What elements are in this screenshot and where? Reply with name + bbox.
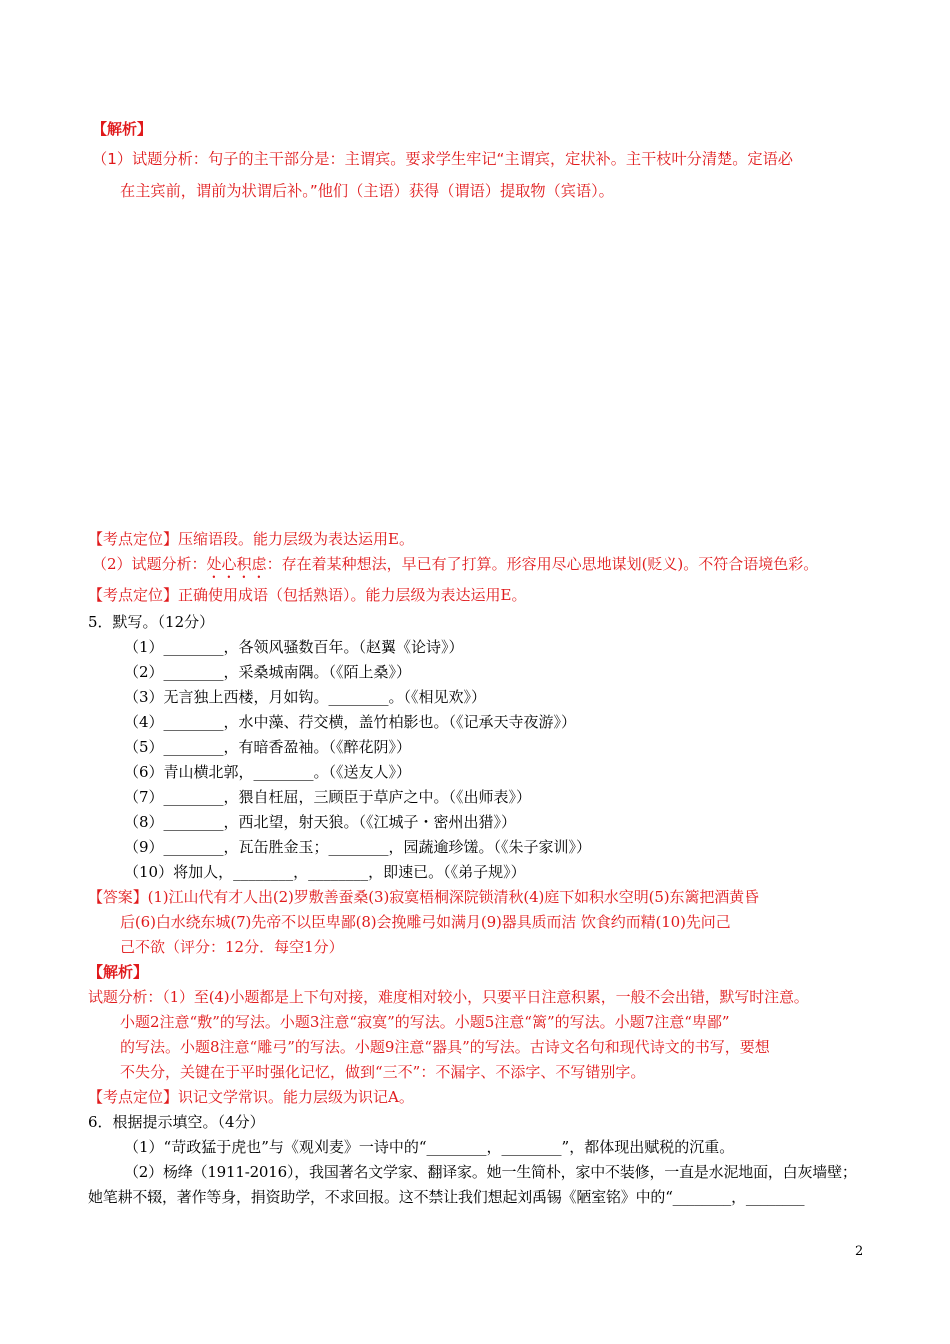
analysis-line: 不失分，关键在于平时强化记忆，做到“三不”：不漏字、不添字、不写错别字。 [120, 1063, 646, 1081]
analysis-line [92, 553, 818, 582]
question-item: （9）________，瓦缶胜金玉；________，园蔬逾珍馐。（《朱子家训》） [124, 838, 592, 856]
question-item: （5）________，有暗香盈袖。（《醉花阴》） [124, 738, 412, 756]
question-item: （7）________，猥自枉屈，三顾臣于草庐之中。（《出师表》） [124, 788, 532, 806]
question-item: （1）________，各领风骚数百年。（赵翼《论诗》） [124, 638, 464, 656]
analysis-prefix: （2）试题分析： [92, 555, 207, 573]
kaodian-note: 【考点定位】正确使用成语（包括熟语）。能力层级为表达运用E。 [88, 586, 527, 604]
analysis-heading: 【解析】 [88, 963, 149, 981]
page-number: 2 [855, 1244, 864, 1259]
analysis-heading: 【解析】 [92, 120, 153, 138]
analysis-line: 在主宾前，谓前为状谓后补。”他们（主语）获得（谓语）提取物（宾语）。 [120, 182, 614, 200]
question-item: 她笔耕不辍，著作等身，捐资助学，不求回报。这不禁让我们想起刘禹锡《陋室铭》中的“________，________ [88, 1188, 805, 1206]
question-title: 6．根据提示填空。（4分） [88, 1113, 265, 1131]
question-item: （3）无言独上西楼，月如钩。________。（《相见欢》） [124, 688, 487, 706]
analysis-line: （1）试题分析：句子的主干部分是：主谓宾。要求学生牢记“主谓宾，定状补。主干枝叶分清楚。定语必 [92, 150, 793, 168]
answer-line: 后(6)白水绕东城(7)先帝不以臣卑鄙(8)会挽雕弓如满月(9)器具质而洁 饮食约而精(10)先问己 [120, 913, 731, 931]
kaodian-note: 【考点定位】识记文学常识。能力层级为识记A。 [88, 1088, 414, 1106]
analysis-line: 的写法。小题8注意“雕弓”的写法。小题9注意“器具”的写法。古诗文名句和现代诗文的书写，要想 [120, 1038, 770, 1056]
question-item: （1）“苛政猛于虎也”与《观刈麦》一诗中的“________，________”，都体现出赋税的沉重。 [124, 1138, 735, 1156]
question-item: （4）________，水中藻、荇交横，盖竹柏影也。（《记承天寺夜游》） [124, 713, 577, 731]
question-item: （10）将加人，________，________，即速已。（《弟子规》） [124, 863, 526, 881]
question-item: （6）青山横北郭，________。（《送友人》） [124, 763, 412, 781]
idiom-term: 处心积虑 [206, 555, 267, 573]
question-title: 5．默写。（12分） [88, 613, 215, 631]
analysis-rest: ：存在着某种想法，早已有了打算。形容用尽心思地谋划(贬义)。不符合语境色彩。 [266, 555, 819, 573]
answer-line: 己不欲（评分：12分．每空1分） [120, 938, 344, 956]
analysis-line: 小题2注意“敷”的写法。小题3注意“寂寞”的写法。小题5注意“篱”的写法。小题7注意“卑鄙” [120, 1013, 730, 1031]
question-item: （8）________，西北望，射天狼。（《江城子・密州出猎》） [124, 813, 517, 831]
kaodian-note: 【考点定位】压缩语段。能力层级为表达运用E。 [88, 530, 414, 548]
analysis-line: 试题分析：（1）至(4)小题都是上下句对接，难度相对较小，只要平日注意积累，一般不会出错，默写时注意。 [88, 988, 809, 1006]
question-item: （2）杨绛（1911-2016），我国著名文学家、翻译家。她一生简朴，家中不装修，一直是水泥地面，白灰墙壁； [124, 1163, 857, 1181]
question-item: （2）________，采桑城南隅。（《陌上桑》） [124, 663, 412, 681]
answer-line: 【答案】(1)江山代有才人出(2)罗敷善蚕桑(3)寂寞梧桐深院锁清秋(4)庭下如积水空明(5)东篱把酒黄昏 [88, 888, 759, 906]
